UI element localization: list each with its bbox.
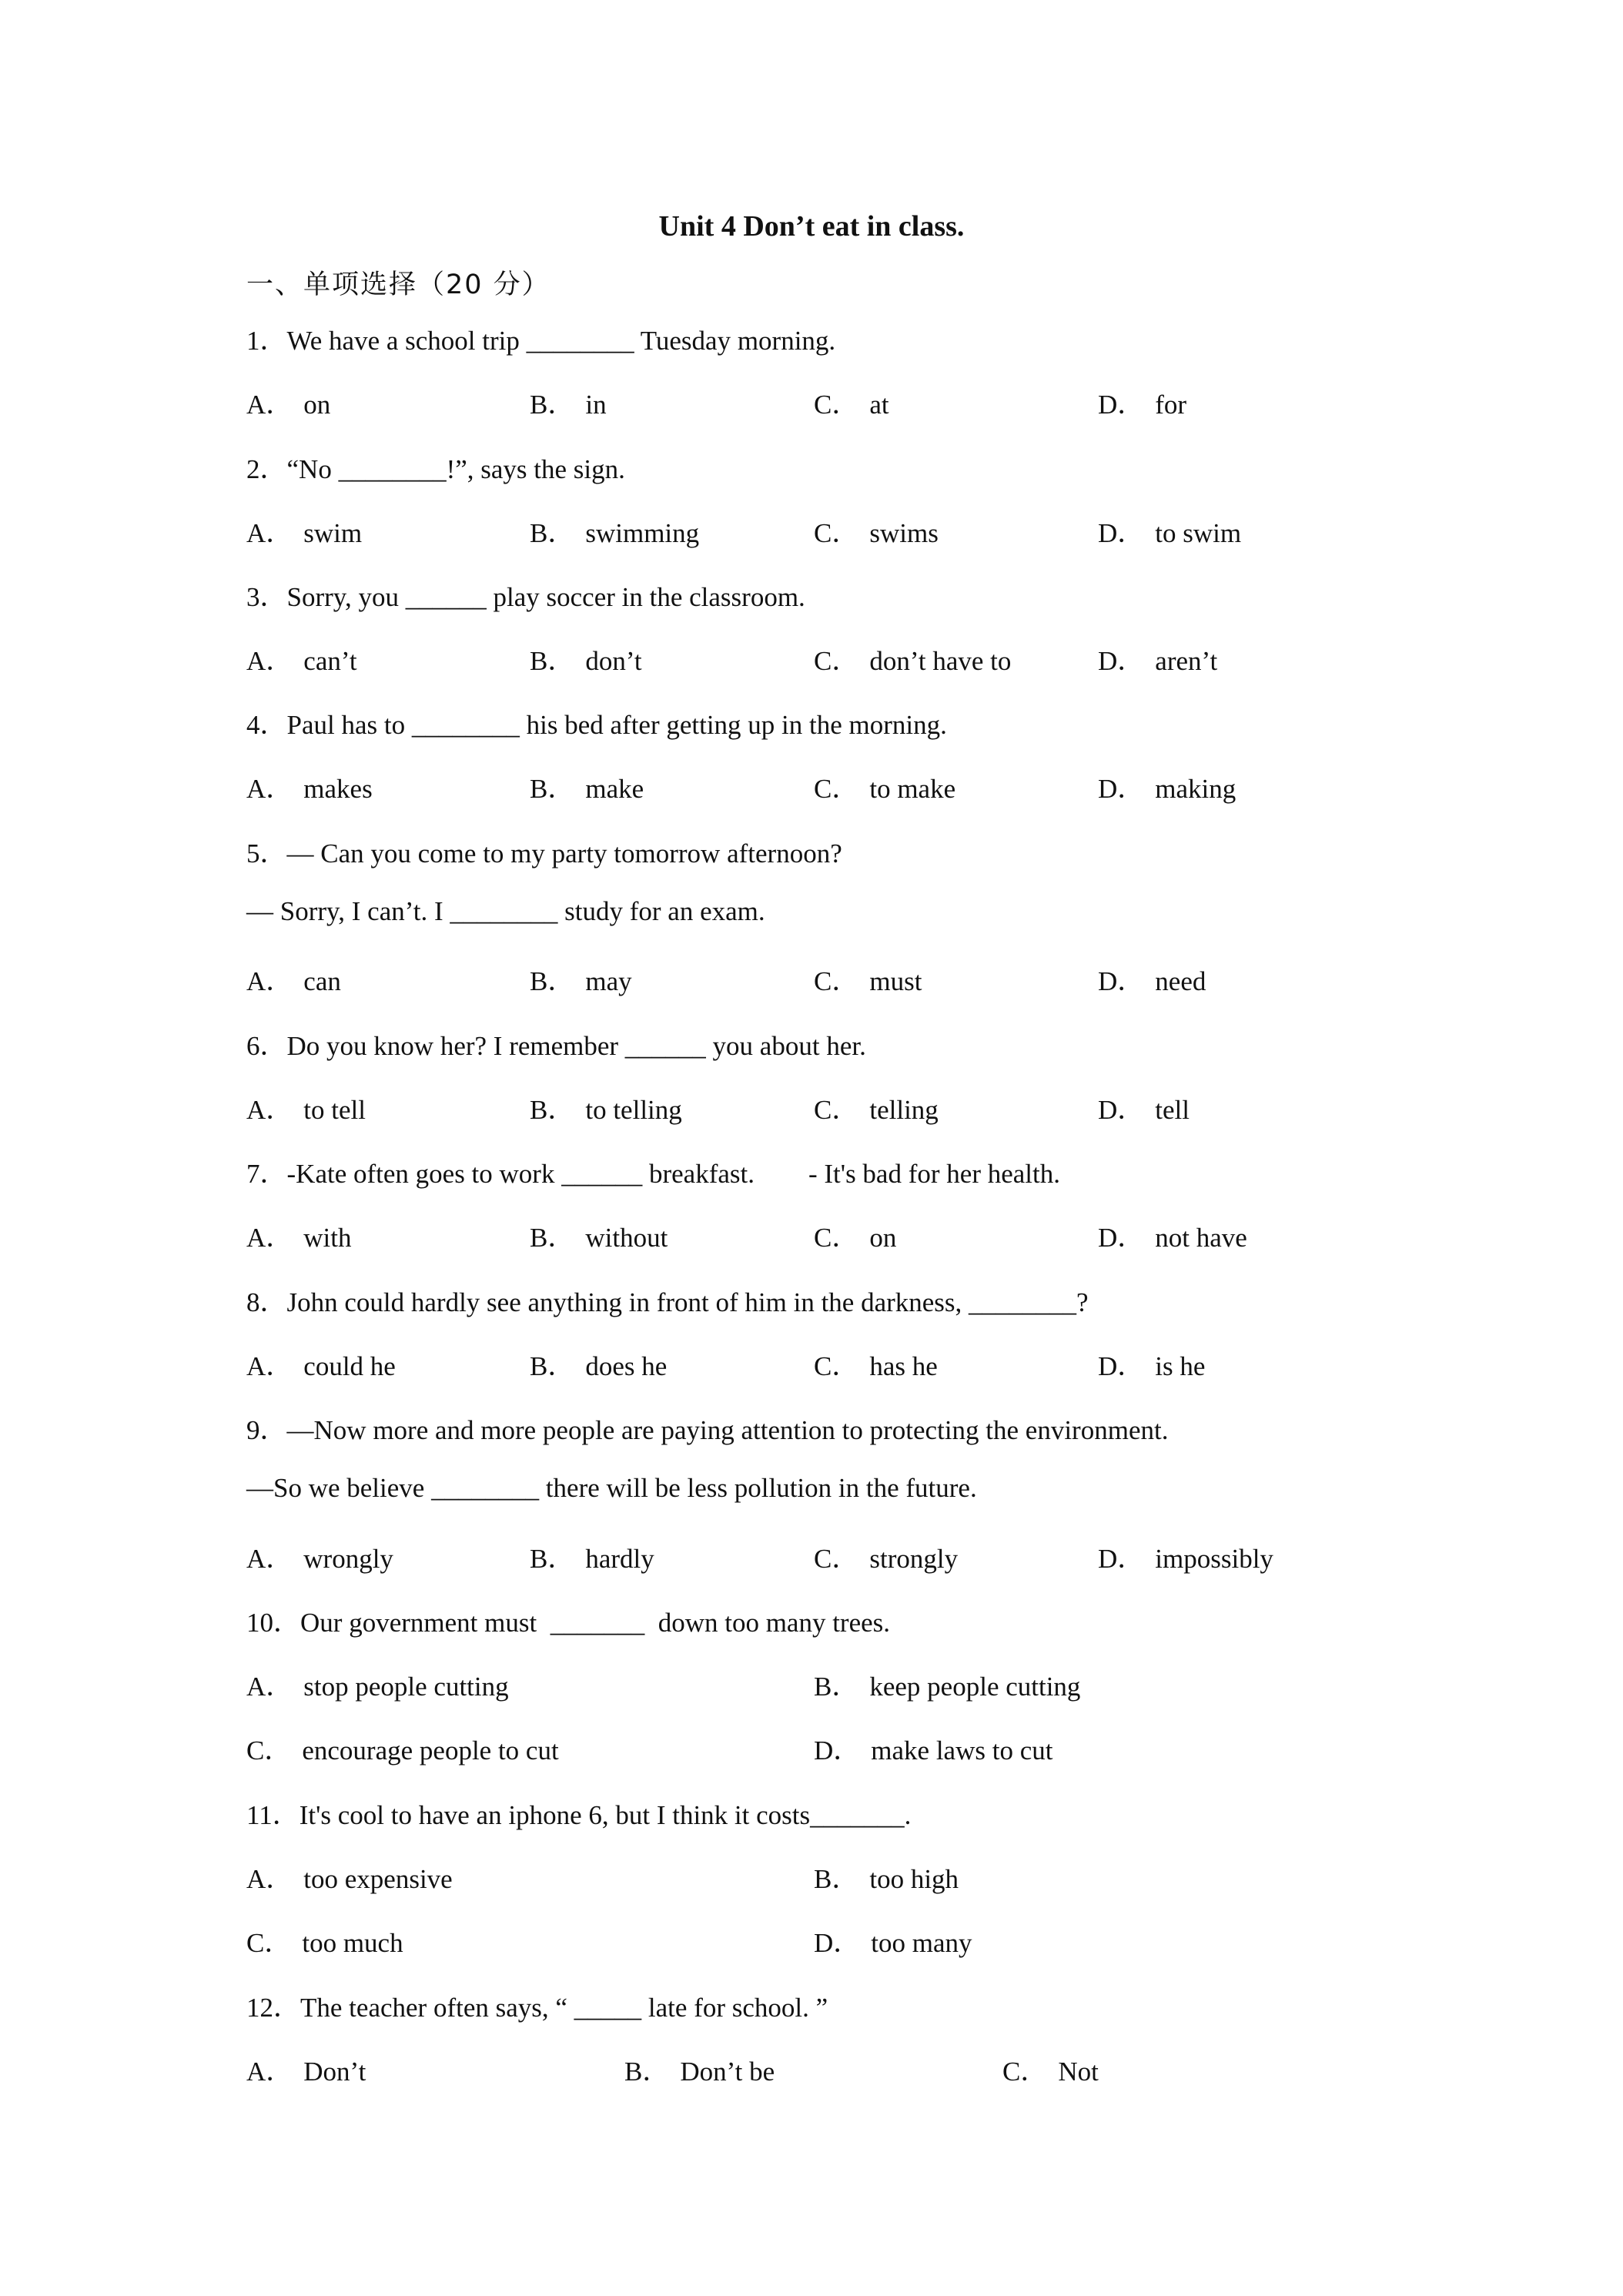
option-d[interactable]: D． for bbox=[1098, 390, 1187, 420]
question-text: “No ________!”, says the sign. bbox=[286, 454, 625, 484]
question-3 bbox=[246, 576, 805, 614]
question-number: 5． bbox=[246, 838, 287, 869]
question-11 bbox=[246, 1794, 911, 1832]
options-4 bbox=[246, 768, 1401, 802]
section-heading: 一、单项选择（20 分） bbox=[246, 269, 550, 300]
option-b[interactable]: B． don’t bbox=[530, 646, 642, 676]
question-9 bbox=[246, 1409, 1168, 1448]
question-number: 11． bbox=[246, 1800, 300, 1830]
question-text: Sorry, you ______ play soccer in the classroom. bbox=[286, 582, 805, 612]
option-d[interactable]: D． making bbox=[1098, 774, 1236, 804]
option-b[interactable]: B． hardly bbox=[530, 1544, 654, 1574]
option-b[interactable]: B． in bbox=[530, 390, 607, 420]
question-text: -Kate often goes to work ______ breakfast. - It's bad for her health. bbox=[286, 1159, 1060, 1189]
question-number: 7． bbox=[246, 1159, 287, 1189]
option-a[interactable]: A． Don’t bbox=[246, 2057, 366, 2087]
question-8 bbox=[246, 1281, 1089, 1320]
option-b[interactable]: B． to telling bbox=[530, 1095, 682, 1125]
option-a[interactable]: A． to tell bbox=[246, 1095, 366, 1125]
options-7 bbox=[246, 1217, 1401, 1253]
question-number: 9． bbox=[246, 1415, 287, 1445]
question-number: 10． bbox=[246, 1608, 301, 1638]
options-12 bbox=[246, 2050, 1401, 2087]
option-a[interactable]: A． on bbox=[246, 390, 331, 420]
options-11-row-2 bbox=[246, 1922, 1401, 1956]
option-a[interactable]: A． too expensive bbox=[246, 1864, 453, 1894]
question-number: 4． bbox=[246, 710, 287, 740]
option-a[interactable]: A． wrongly bbox=[246, 1544, 393, 1574]
option-c[interactable]: C． at bbox=[814, 390, 889, 420]
option-a[interactable]: A． makes bbox=[246, 774, 373, 804]
option-d[interactable]: D． impossibly bbox=[1098, 1544, 1273, 1574]
option-d[interactable]: D． aren’t bbox=[1098, 646, 1218, 676]
question-7 bbox=[246, 1153, 1060, 1191]
question-text: Our government must _______ down too many trees. bbox=[300, 1608, 891, 1638]
options-6 bbox=[246, 1089, 1401, 1123]
question-number: 8． bbox=[246, 1287, 287, 1317]
question-2 bbox=[246, 448, 625, 487]
option-d[interactable]: D． too many bbox=[814, 1928, 972, 1958]
question-text: — Can you come to my party tomorrow afternoon? bbox=[286, 838, 842, 869]
question-9-line-2: —So we believe ________ there will be less pollution in the future. bbox=[246, 1473, 977, 1503]
option-b[interactable]: B． without bbox=[530, 1223, 668, 1253]
question-12 bbox=[246, 1986, 828, 2025]
options-3 bbox=[246, 640, 1401, 674]
option-b[interactable]: B． may bbox=[530, 966, 632, 996]
question-text: It's cool to have an iphone 6, but I think it costs_______. bbox=[299, 1800, 912, 1830]
option-d[interactable]: D． tell bbox=[1098, 1095, 1190, 1125]
option-c[interactable]: C． telling bbox=[814, 1095, 939, 1125]
option-c[interactable]: C． strongly bbox=[814, 1544, 959, 1574]
option-b[interactable]: B． make bbox=[530, 774, 644, 804]
question-5-line-2: — Sorry, I can’t. I ________ study for an exam. bbox=[246, 896, 765, 926]
option-a[interactable]: A． swim bbox=[246, 518, 363, 548]
options-11-row-1 bbox=[246, 1858, 1401, 1892]
options-2 bbox=[246, 512, 1401, 546]
options-8 bbox=[246, 1345, 1401, 1379]
options-5 bbox=[246, 960, 1401, 994]
question-number: 1． bbox=[246, 326, 287, 356]
option-a[interactable]: A． can’t bbox=[246, 646, 357, 676]
option-c[interactable]: C． Not bbox=[1002, 2057, 1099, 2087]
option-d[interactable]: D． to swim bbox=[1098, 518, 1242, 548]
question-text: —Now more and more people are paying attention to protecting the environment. bbox=[286, 1415, 1169, 1445]
option-c[interactable]: C． on bbox=[814, 1223, 897, 1253]
option-d[interactable]: D． make laws to cut bbox=[814, 1735, 1053, 1766]
question-text: Paul has to ________ his bed after getting up in the morning. bbox=[286, 710, 947, 740]
question-text: We have a school trip ________ Tuesday morning. bbox=[286, 326, 836, 356]
option-c[interactable]: C． too much bbox=[246, 1928, 403, 1958]
option-c[interactable]: C． swims bbox=[814, 518, 939, 548]
option-c[interactable]: C． must bbox=[814, 966, 922, 996]
option-b[interactable]: B． swimming bbox=[530, 518, 700, 548]
option-a[interactable]: A． with bbox=[246, 1223, 352, 1253]
question-number: 2． bbox=[246, 454, 287, 484]
option-c[interactable]: C． has he bbox=[814, 1351, 938, 1381]
option-c[interactable]: C． to make bbox=[814, 774, 956, 804]
option-b[interactable]: B． Don’t be bbox=[624, 2057, 775, 2087]
question-4 bbox=[246, 704, 947, 742]
question-number: 6． bbox=[246, 1031, 287, 1061]
option-d[interactable]: D． need bbox=[1098, 966, 1206, 996]
option-c[interactable]: C． encourage people to cut bbox=[246, 1735, 559, 1766]
question-text: John could hardly see anything in front of him in the darkness, ________? bbox=[286, 1287, 1089, 1317]
option-a[interactable]: A． can bbox=[246, 966, 341, 996]
options-10-row-1 bbox=[246, 1665, 1401, 1702]
option-c[interactable]: C． don’t have to bbox=[814, 646, 1012, 676]
option-a[interactable]: A． stop people cutting bbox=[246, 1672, 509, 1702]
question-text: The teacher often says, “ _____ late for school. ” bbox=[300, 1993, 828, 2023]
option-b[interactable]: B． too high bbox=[814, 1864, 959, 1894]
option-b[interactable]: B． does he bbox=[530, 1351, 668, 1381]
options-1 bbox=[246, 383, 1401, 420]
page-title: Unit 4 Don’t eat in class. bbox=[658, 210, 965, 243]
option-d[interactable]: D． is he bbox=[1098, 1351, 1206, 1381]
options-9 bbox=[246, 1538, 1401, 1574]
question-5 bbox=[246, 832, 842, 871]
question-1 bbox=[246, 320, 835, 358]
question-number: 12． bbox=[246, 1993, 301, 2023]
question-6 bbox=[246, 1025, 866, 1063]
options-10-row-2 bbox=[246, 1729, 1401, 1766]
option-b[interactable]: B． keep people cutting bbox=[814, 1672, 1081, 1702]
option-d[interactable]: D． not have bbox=[1098, 1223, 1247, 1253]
question-number: 3． bbox=[246, 582, 287, 612]
option-a[interactable]: A． could he bbox=[246, 1351, 396, 1381]
question-10 bbox=[246, 1602, 890, 1640]
question-text: Do you know her? I remember ______ you about her. bbox=[286, 1031, 866, 1061]
